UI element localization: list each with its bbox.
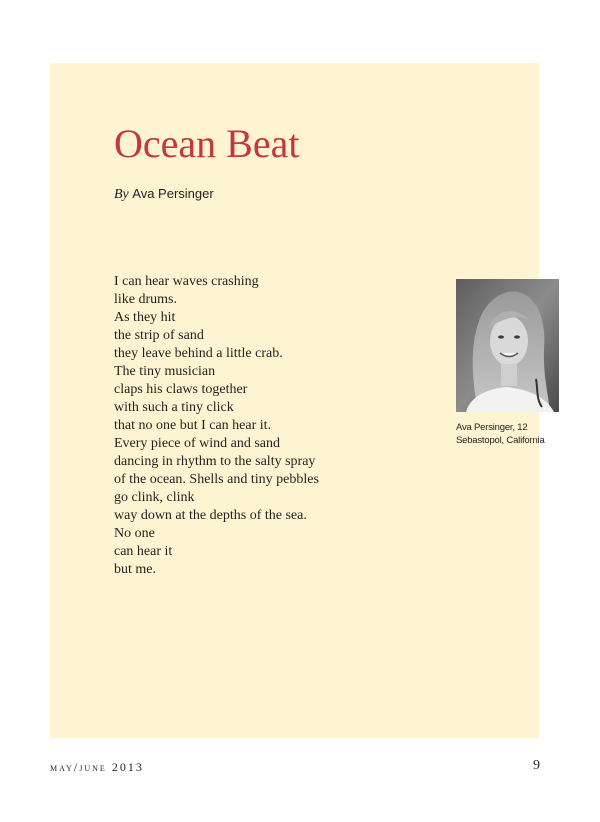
- author-photo: [456, 279, 559, 412]
- poem-line: that no one but I can hear it.: [114, 418, 272, 433]
- poem-line: Every piece of wind and sand: [114, 436, 280, 451]
- poem-body: [114, 273, 424, 579]
- photo-caption: [456, 421, 545, 447]
- poem-line: the strip of sand: [114, 328, 204, 343]
- poem-line: way down at the depths of the sea.: [114, 508, 307, 523]
- page-number: 9: [533, 758, 540, 773]
- poem-line: The tiny musician: [114, 364, 216, 379]
- poem-line: As they hit: [114, 310, 176, 325]
- poem-line: dancing in rhythm to the salty spray: [114, 454, 316, 469]
- byline-prefix: By: [114, 187, 129, 202]
- poem-line: claps his claws together: [114, 382, 248, 397]
- poem-line: like drums.: [114, 292, 177, 307]
- byline: [114, 185, 214, 204]
- poem-line: of the ocean. Shells and tiny pebbles: [114, 472, 319, 487]
- poem-title: Ocean Beat: [114, 121, 300, 166]
- author-name: Ava Persinger: [132, 186, 214, 201]
- poem-line: but me.: [114, 562, 156, 577]
- poem-line: I can hear waves crashing: [114, 274, 259, 289]
- caption-name: Ava Persinger, 12: [456, 422, 528, 433]
- issue-date: may/june 2013: [50, 760, 144, 774]
- poem-line: they leave behind a little crab.: [114, 346, 283, 361]
- caption-location: Sebastopol, California: [456, 435, 545, 446]
- poem-line: can hear it: [114, 544, 173, 559]
- author-portrait-image: [456, 279, 559, 412]
- poem-line: with such a tiny click: [114, 400, 234, 415]
- poem-line: go clink, clink: [114, 490, 195, 505]
- poem-line: No one: [114, 526, 155, 541]
